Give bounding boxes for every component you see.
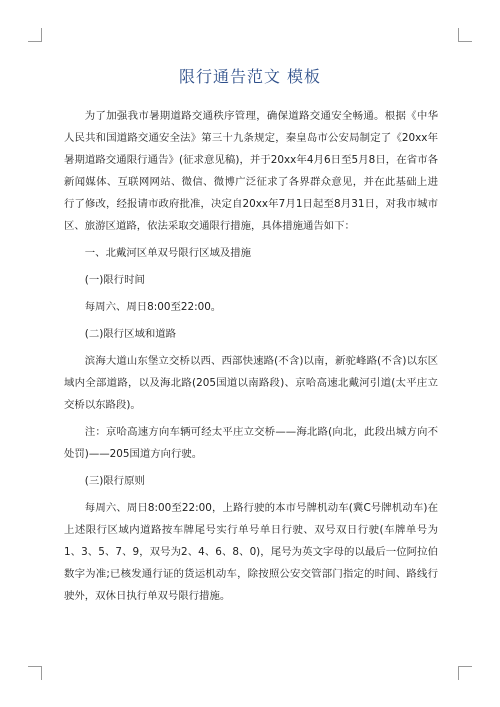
paragraph-subheading-principle: (三)限行原则 xyxy=(84,475,145,487)
paragraph-area-detail: 滨海大道山东堡立交桥以西、西部快速路(不含)以南，新驼峰路(不含)以东区域内全部道路，以及海北路(205国道以南路段)、京哈高速北戴河引道(太平庄立交桥以东路段)。 xyxy=(64,355,438,411)
paragraph-intro: 为了加强我市暑期道路交通秩序管理，确保道路交通安全畅通。根据《中华人民共和国道路交通安全法》第三十九条规定，秦皇岛市公安局制定了《20xx年暑期道路交通限行通告》(征求意见稿)，并于20xx年4月6日至5月8日，在省市各新闻媒体、互联网网站、微信、微博广泛征求了各界群众意见，并在此基础上进行了修改，经报请市政府批准，决定自20xx年7月1日起至8月31日，对我市城市区、旅游区道路，依法采取交通限行措施，具体措施通告如下： xyxy=(64,110,438,232)
paragraph-subheading-time: (一)限行时间 xyxy=(84,274,145,286)
paragraph-note: 注：京哈高速方向车辆可经太平庄立交桥——海北路(向北，此段出城方向不处罚)——205国道方向行驶。 xyxy=(64,426,438,460)
document-title: 限行通告范文 模板 xyxy=(178,67,322,86)
paragraph-time-detail: 每周六、周日8:00至22:00。 xyxy=(84,301,222,313)
page-corner-mark-bottom-left xyxy=(28,666,42,680)
page-corner-mark-bottom-right xyxy=(458,666,472,680)
page-corner-mark-top-left xyxy=(28,28,42,42)
paragraph-principle-detail: 每周六、周日8:00至22:00，上路行驶的本市号牌机动车(冀C号牌机动车)在上述限行区域内道路按车牌尾号实行单号单日行驶、双号双日行驶(车牌单号为1、3、5、7、9，双号为2、4、6、8、0)，尾号为英文字母的以最后一位阿拉伯数字为准;已核发通行证的货运机动车，除按照公安交管部门指定的时间、路线行驶外，双休日执行单双号限行措施。 xyxy=(64,502,438,602)
paragraph-section-heading: 一、北戴河区单双号限行区域及措施 xyxy=(84,247,252,259)
document-body xyxy=(64,105,438,612)
page-corner-mark-top-right xyxy=(458,28,472,42)
paragraph-subheading-area: (二)限行区域和道路 xyxy=(84,328,177,340)
